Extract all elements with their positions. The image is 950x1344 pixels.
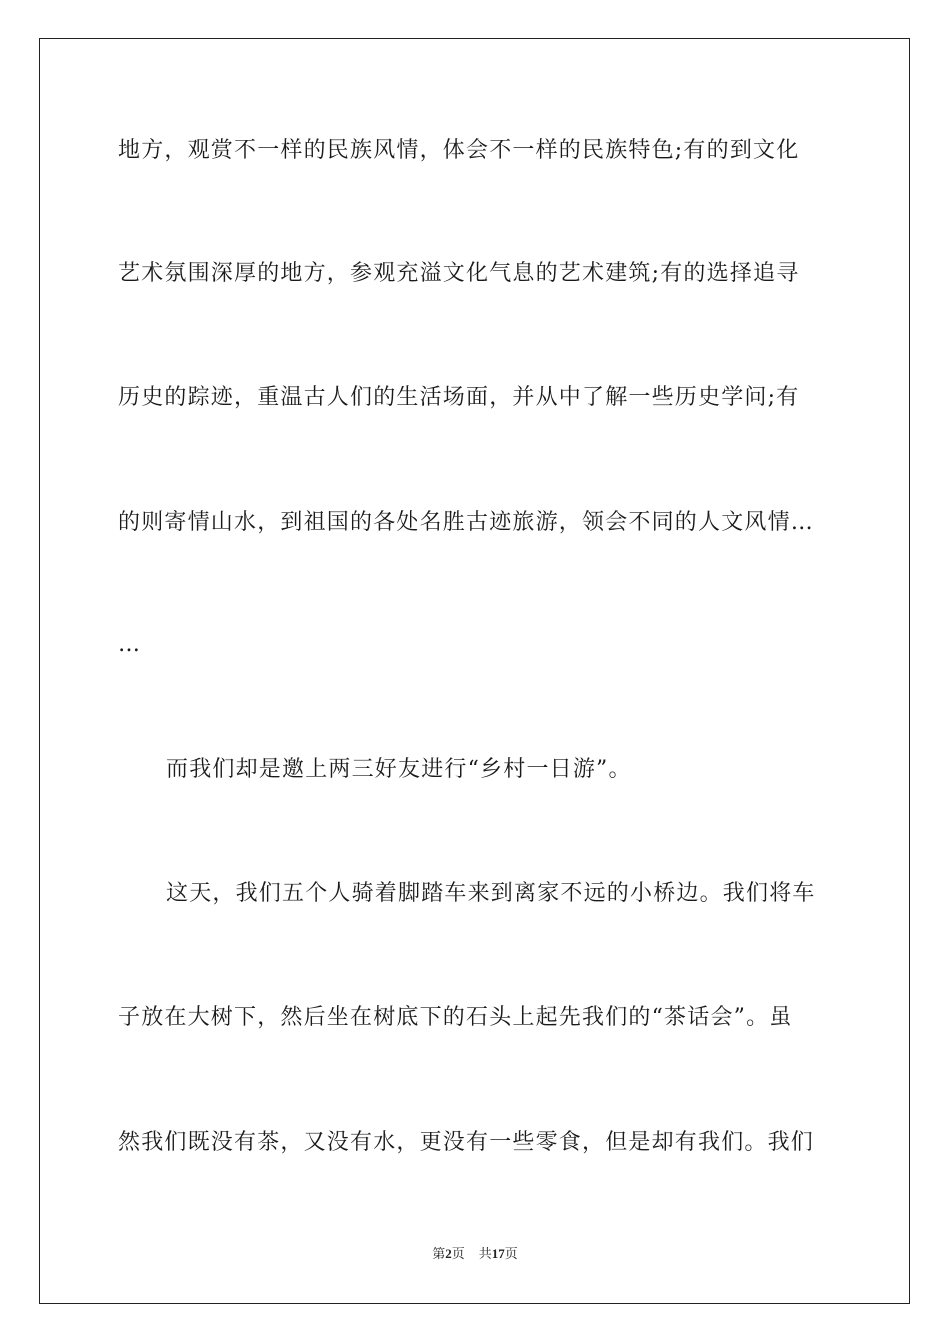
text-line-4: 的则寄情山水，到祖国的各处名胜古迹旅游，领会不同的人文风情… xyxy=(118,510,815,535)
page-number: 2 xyxy=(445,1246,452,1261)
text-line-5: … xyxy=(118,632,142,657)
text-line-1: 地方，观赏不一样的民族风情，体会不一样的民族特色;有的到文化 xyxy=(118,138,800,163)
text-line-3: 历史的踪迹，重温古人们的生活场面，并从中了解一些历史学问;有 xyxy=(118,385,800,410)
text-line-9: 然我们既没有茶，又没有水，更没有一些零食，但是却有我们。我们 xyxy=(118,1130,815,1155)
text-line-2: 艺术氛围深厚的地方，参观充溢文化气息的艺术建筑;有的选择追寻 xyxy=(118,261,800,286)
total-suffix: 页 xyxy=(504,1247,518,1262)
text-line-8: 子放在大树下，然后坐在树底下的石头上起先我们的“茶话会”。虽 xyxy=(118,1005,793,1030)
total-prefix: 共 xyxy=(478,1247,492,1262)
page-suffix: 页 xyxy=(451,1247,465,1262)
page-prefix: 第 xyxy=(432,1247,446,1262)
page-footer xyxy=(0,1244,950,1265)
total-pages: 17 xyxy=(491,1246,505,1261)
page-border xyxy=(39,38,910,1304)
text-line-7: 这天，我们五个人骑着脚踏车来到离家不远的小桥边。我们将车 xyxy=(166,881,816,906)
text-line-6: 而我们却是邀上两三好友进行“乡村一日游”。 xyxy=(166,757,632,782)
